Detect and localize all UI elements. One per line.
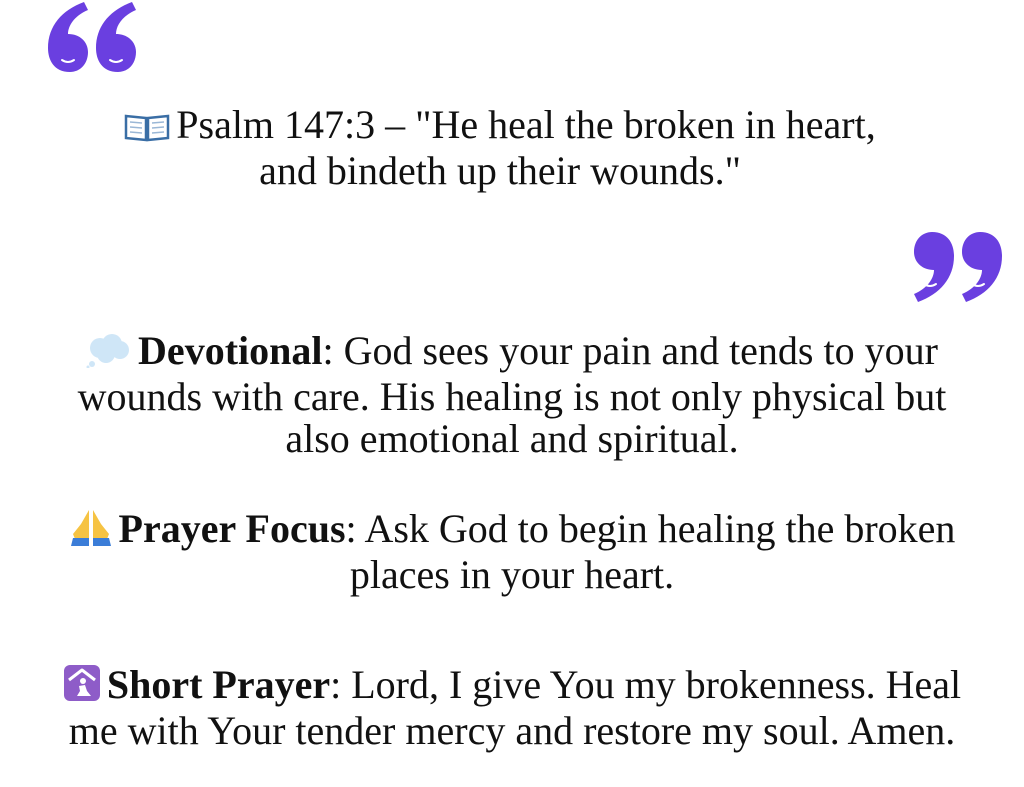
folded-hands-icon bbox=[69, 508, 113, 554]
short-prayer-block bbox=[0, 664, 1024, 752]
open-quote-icon bbox=[44, 0, 144, 80]
prayer-focus-line-2: places in your heart. bbox=[349, 552, 675, 597]
devotional-line-2: wounds with care. His healing is not only physical but bbox=[77, 374, 947, 419]
short-prayer-label: Short Prayer bbox=[106, 662, 331, 707]
close-quote-icon bbox=[906, 224, 1006, 304]
verse-line-2: and bindeth up their wounds." bbox=[259, 148, 741, 193]
verse-line-1 bbox=[20, 104, 980, 150]
short-prayer-line-2: me with Your tender mercy and restore my soul. Amen. bbox=[68, 708, 956, 753]
short-prayer-text-line-1: : Lord, I give You my brokenness. Heal bbox=[330, 662, 962, 707]
prayer-focus-text-line-1: : Ask God to begin healing the broken bbox=[345, 506, 956, 551]
verse-text-line-1: Psalm 147:3 – "He heal the broken in heart, bbox=[176, 102, 876, 147]
place-of-worship-icon bbox=[63, 664, 101, 710]
devotional-line-1 bbox=[0, 330, 1024, 376]
devotional-text-line-1: : God sees your pain and tends to your bbox=[322, 328, 938, 373]
prayer-focus-line-1 bbox=[0, 508, 1024, 554]
devotional-line-3: also emotional and spiritual. bbox=[285, 416, 739, 461]
devotional-block bbox=[0, 330, 1024, 460]
thought-bubble-icon bbox=[86, 334, 132, 376]
short-prayer-line-1 bbox=[0, 664, 1024, 710]
devotional-label: Devotional bbox=[138, 328, 323, 373]
verse-block bbox=[20, 104, 980, 192]
open-book-icon bbox=[124, 108, 170, 150]
prayer-focus-label: Prayer Focus bbox=[118, 506, 346, 551]
prayer-focus-block bbox=[0, 508, 1024, 596]
